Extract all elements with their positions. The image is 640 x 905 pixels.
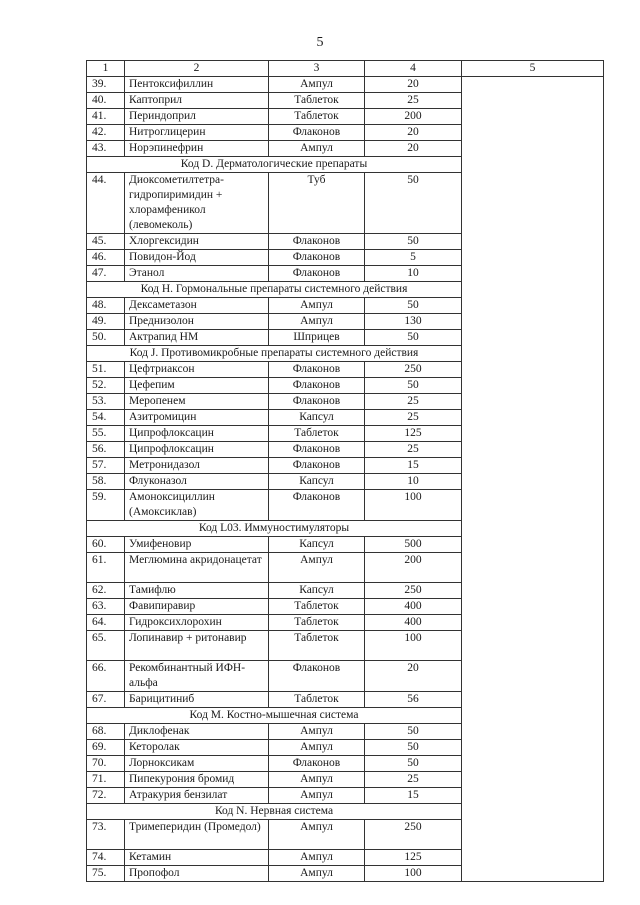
dosage-form: Ампул <box>269 772 365 788</box>
header-col-4: 4 <box>365 61 462 77</box>
row-number: 52. <box>87 378 125 394</box>
row-number: 69. <box>87 740 125 756</box>
row-number: 42. <box>87 125 125 141</box>
quantity: 125 <box>365 850 462 866</box>
drug-name: Ципрофлоксацин <box>125 442 269 458</box>
dosage-form: Ампул <box>269 788 365 804</box>
section-title: Код M. Костно-мышечная система <box>87 708 462 724</box>
row-number: 54. <box>87 410 125 426</box>
quantity: 20 <box>365 141 462 157</box>
quantity: 25 <box>365 772 462 788</box>
drug-name: Амоноксициллин (Амоксиклав) <box>125 490 269 521</box>
quantity: 15 <box>365 458 462 474</box>
drug-name: Норэпинефрин <box>125 141 269 157</box>
quantity: 100 <box>365 631 462 661</box>
dosage-form: Флаконов <box>269 250 365 266</box>
table-body <box>87 61 604 882</box>
header-col-1: 1 <box>87 61 125 77</box>
quantity: 15 <box>365 788 462 804</box>
quantity: 10 <box>365 474 462 490</box>
dosage-form: Флаконов <box>269 378 365 394</box>
quantity: 25 <box>365 410 462 426</box>
quantity: 50 <box>365 298 462 314</box>
row-number: 72. <box>87 788 125 804</box>
dosage-form: Ампул <box>269 820 365 850</box>
row-number: 40. <box>87 93 125 109</box>
row-number: 64. <box>87 615 125 631</box>
drug-name: Этанол <box>125 266 269 282</box>
drug-name: Лопинавир + ритонавир <box>125 631 269 661</box>
drug-name: Диоксометилтетра-гидропиримидин + хлорамфеникол (левомеколь) <box>125 173 269 234</box>
quantity: 56 <box>365 692 462 708</box>
drug-name: Пентоксифиллин <box>125 77 269 93</box>
quantity: 50 <box>365 724 462 740</box>
drug-name: Меропенем <box>125 394 269 410</box>
dosage-form: Таблеток <box>269 93 365 109</box>
row-number: 67. <box>87 692 125 708</box>
row-number: 75. <box>87 866 125 882</box>
quantity: 25 <box>365 442 462 458</box>
drug-name: Повидон-Йод <box>125 250 269 266</box>
row-number: 43. <box>87 141 125 157</box>
quantity: 50 <box>365 740 462 756</box>
quantity: 50 <box>365 173 462 234</box>
row-number: 39. <box>87 77 125 93</box>
dosage-form: Ампул <box>269 850 365 866</box>
dosage-form: Капсул <box>269 410 365 426</box>
drug-name: Ципрофлоксацин <box>125 426 269 442</box>
dosage-form: Флаконов <box>269 394 365 410</box>
section-title: Код L03. Иммуностимуляторы <box>87 521 462 537</box>
drug-name: Лорноксикам <box>125 756 269 772</box>
row-number: 63. <box>87 599 125 615</box>
drug-name: Хлоргексидин <box>125 234 269 250</box>
dosage-form: Капсул <box>269 583 365 599</box>
row-number: 62. <box>87 583 125 599</box>
row-number: 61. <box>87 553 125 583</box>
quantity: 400 <box>365 615 462 631</box>
drug-name: Преднизолон <box>125 314 269 330</box>
quantity: 200 <box>365 553 462 583</box>
row-number: 74. <box>87 850 125 866</box>
header-col-5: 5 <box>462 61 604 77</box>
drug-name: Цефепим <box>125 378 269 394</box>
row-number: 57. <box>87 458 125 474</box>
row-number: 50. <box>87 330 125 346</box>
quantity: 100 <box>365 866 462 882</box>
dosage-form: Флаконов <box>269 661 365 692</box>
drug-name: Рекомбинантный ИФН-альфа <box>125 661 269 692</box>
dosage-form: Ампул <box>269 77 365 93</box>
drug-name: Флуконазол <box>125 474 269 490</box>
dosage-form: Ампул <box>269 141 365 157</box>
quantity: 130 <box>365 314 462 330</box>
row-number: 56. <box>87 442 125 458</box>
medication-table <box>86 60 604 882</box>
row-number: 73. <box>87 820 125 850</box>
quantity: 250 <box>365 583 462 599</box>
row-number: 48. <box>87 298 125 314</box>
drug-name: Пропофол <box>125 866 269 882</box>
row-number: 46. <box>87 250 125 266</box>
drug-name: Атракурия бензилат <box>125 788 269 804</box>
dosage-form: Ампул <box>269 314 365 330</box>
row-number: 41. <box>87 109 125 125</box>
drug-name: Периндоприл <box>125 109 269 125</box>
dosage-form: Таблеток <box>269 692 365 708</box>
column-5-empty-cell <box>462 77 604 882</box>
row-number: 51. <box>87 362 125 378</box>
dosage-form: Ампул <box>269 298 365 314</box>
drug-name: Актрапид НМ <box>125 330 269 346</box>
row-number: 70. <box>87 756 125 772</box>
dosage-form: Ампул <box>269 553 365 583</box>
quantity: 50 <box>365 756 462 772</box>
quantity: 20 <box>365 125 462 141</box>
row-number: 58. <box>87 474 125 490</box>
quantity: 50 <box>365 234 462 250</box>
dosage-form: Ампул <box>269 740 365 756</box>
section-title: Код J. Противомикробные препараты системного действия <box>87 346 462 362</box>
drug-name: Пипекурония бромид <box>125 772 269 788</box>
drug-name: Метронидазол <box>125 458 269 474</box>
quantity: 25 <box>365 93 462 109</box>
drug-name: Азитромицин <box>125 410 269 426</box>
row-number: 49. <box>87 314 125 330</box>
section-title: Код D. Дерматологические препараты <box>87 157 462 173</box>
drug-name: Тамифлю <box>125 583 269 599</box>
row-number: 59. <box>87 490 125 521</box>
dosage-form: Таблеток <box>269 109 365 125</box>
dosage-form: Капсул <box>269 474 365 490</box>
drug-name: Диклофенак <box>125 724 269 740</box>
dosage-form: Таблеток <box>269 631 365 661</box>
row-number: 60. <box>87 537 125 553</box>
dosage-form: Ампул <box>269 866 365 882</box>
dosage-form: Таблеток <box>269 599 365 615</box>
drug-name: Тримеперидин (Промедол) <box>125 820 269 850</box>
dosage-form: Флаконов <box>269 490 365 521</box>
drug-name: Меглюмина акридонацетат <box>125 553 269 583</box>
dosage-form: Таблеток <box>269 426 365 442</box>
quantity: 50 <box>365 378 462 394</box>
row-number: 65. <box>87 631 125 661</box>
quantity: 20 <box>365 661 462 692</box>
row-number: 55. <box>87 426 125 442</box>
drug-name: Фавипиравир <box>125 599 269 615</box>
dosage-form: Туб <box>269 173 365 234</box>
quantity: 250 <box>365 820 462 850</box>
row-number: 66. <box>87 661 125 692</box>
dosage-form: Флаконов <box>269 442 365 458</box>
section-title: Код H. Гормональные препараты системного действия <box>87 282 462 298</box>
header-col-2: 2 <box>125 61 269 77</box>
quantity: 250 <box>365 362 462 378</box>
header-row <box>87 61 604 77</box>
quantity: 10 <box>365 266 462 282</box>
page-number: 5 <box>316 35 324 50</box>
drug-name: Цефтриаксон <box>125 362 269 378</box>
section-title: Код N. Нервная система <box>87 804 462 820</box>
header-col-3: 3 <box>269 61 365 77</box>
drug-name: Барицитиниб <box>125 692 269 708</box>
drug-name: Кеторолак <box>125 740 269 756</box>
row-number: 53. <box>87 394 125 410</box>
dosage-form: Шприцев <box>269 330 365 346</box>
drug-name: Гидроксихлорохин <box>125 615 269 631</box>
drug-name: Умифеновир <box>125 537 269 553</box>
dosage-form: Флаконов <box>269 362 365 378</box>
dosage-form: Флаконов <box>269 756 365 772</box>
drug-name: Дексаметазон <box>125 298 269 314</box>
row-number: 47. <box>87 266 125 282</box>
quantity: 200 <box>365 109 462 125</box>
dosage-form: Флаконов <box>269 458 365 474</box>
quantity: 5 <box>365 250 462 266</box>
dosage-form: Флаконов <box>269 234 365 250</box>
row-number: 68. <box>87 724 125 740</box>
dosage-form: Ампул <box>269 724 365 740</box>
table-row <box>87 77 604 93</box>
quantity: 50 <box>365 330 462 346</box>
quantity: 25 <box>365 394 462 410</box>
quantity: 500 <box>365 537 462 553</box>
row-number: 44. <box>87 173 125 234</box>
drug-name: Нитроглицерин <box>125 125 269 141</box>
dosage-form: Капсул <box>269 537 365 553</box>
quantity: 125 <box>365 426 462 442</box>
quantity: 20 <box>365 77 462 93</box>
drug-name: Кетамин <box>125 850 269 866</box>
drug-name: Каптоприл <box>125 93 269 109</box>
row-number: 71. <box>87 772 125 788</box>
quantity: 100 <box>365 490 462 521</box>
dosage-form: Таблеток <box>269 615 365 631</box>
row-number: 45. <box>87 234 125 250</box>
quantity: 400 <box>365 599 462 615</box>
dosage-form: Флаконов <box>269 266 365 282</box>
dosage-form: Флаконов <box>269 125 365 141</box>
